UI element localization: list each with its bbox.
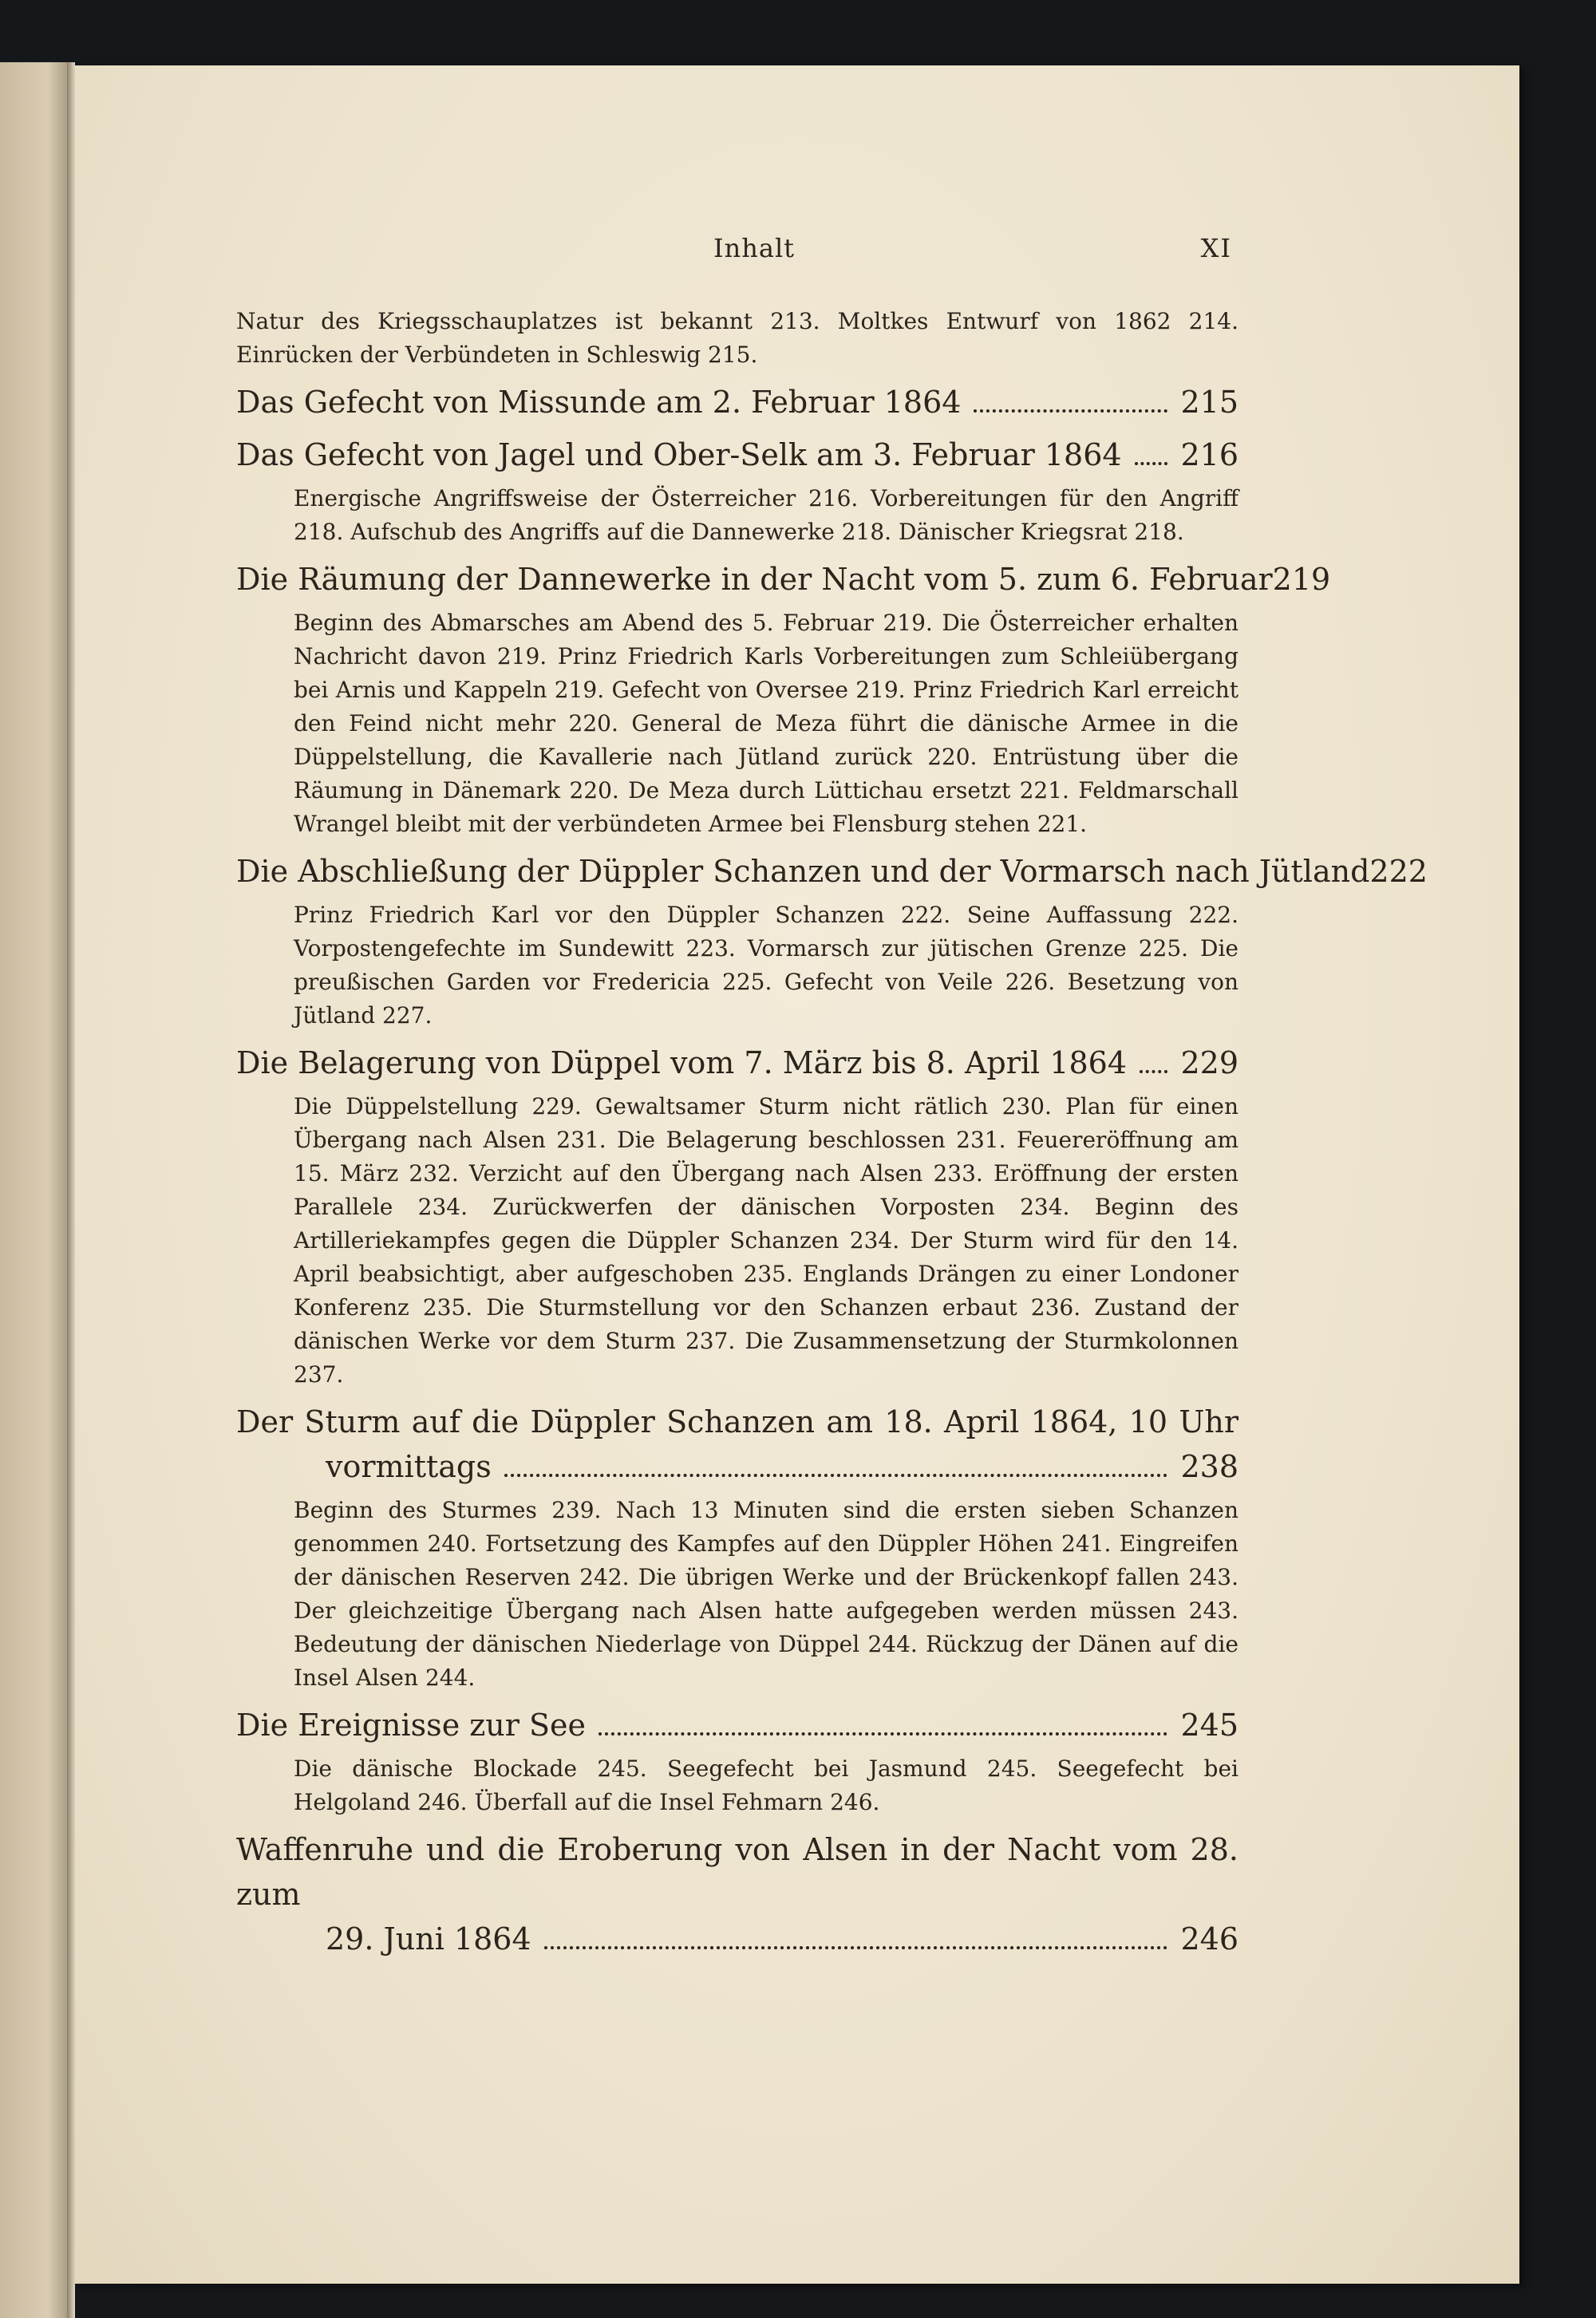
toc-summary: Beginn des Sturmes 239. Nach 13 Minuten sind die ersten sieben Schanzen genommen 240. Fortsetzung des Kampfes auf den Düppler Höhen 241. Eingreifen der dänischen Reserven 242. Die übrigen Werke und der Brückenkopf fallen 243. Der gleichzeitige Übergang nach Alsen hatte aufgegeben werden müssen 243. Bedeutung der dänischen Niederlage von Düppel 244. Rückzug der Dänen auf die Insel Alsen 244. [294,1497,1238,1691]
toc-summary: Beginn des Abmarsches am Abend des 5. Februar 219. Die Österreicher erhalten Nachricht davon 219. Prinz Friedrich Karls Vorbereitungen zum Schleiübergang bei Arnis und Kappeln 219. Gefecht von Oversee 219. Prinz Friedrich Karl erreicht den Feind nicht mehr 220. General de Meza führt die dänische Armee in die Düppelstellung, die Kavallerie nach Jütland zurück 220. Entrüstung über die Räumung in Dänemark 220. De Meza durch Lüttichau ersetzt 221. Feldmarschall Wrangel bleibt mit der verbündeten Armee bei Flensburg stehen 221. [294,610,1238,837]
dot-leader [598,1732,1167,1736]
chapter-title-continued [236,1917,1238,1961]
dot-leader [1140,1070,1167,1073]
dot-leader [504,1474,1168,1477]
chapter-page: 216 [1180,437,1238,472]
chapter-title: Die Belagerung von Düppel vom 7. März bis 8. April 1864 [236,1045,1127,1080]
dot-leader [974,409,1167,413]
chapter-title-continued [236,1444,1238,1489]
book-gutter [67,62,75,2318]
chapter-page: 245 [1180,1708,1238,1743]
chapter-title-line2: 29. Juni 1864 [326,1921,531,1957]
chapter-page: 246 [1180,1921,1238,1957]
toc-summary: Die Düppelstellung 229. Gewaltsamer Sturm nicht rätlich 230. Plan für einen Übergang nach Alsen 231. Die Belagerung beschlossen 231. Feuereröffnung am 15. März 232. Verzicht auf den Übergang nach Alsen 233. Eröffnung der ersten Parallele 234. Zurückwerfen der dänischen Vorposten 234. Beginn des Artilleriekampfes gegen die Düppler Schanzen 234. Der Sturm wird für den 14. April beabsichtigt, aber aufgeschoben 235. Englands Drängen zu einer Londoner Konferenz 235. Die Sturmstellung vor den Schanzen erbaut 236. Zustand der dänischen Werke vor dem Sturm 237. Die Zusammensetzung der Sturmkolonnen 237. [294,1093,1238,1388]
dot-leader [544,1946,1168,1949]
chapter-title: Die Abschließung der Düppler Schanzen und der Vormarsch nach Jütland [236,854,1370,889]
page-number: XI [1200,233,1232,263]
chapter-page: 215 [1180,385,1238,420]
dot-leader [1135,462,1168,465]
toc-chapter [236,849,1428,894]
chapter-title: Die Räumung der Dannewerke in der Nacht vom 5. zum 6. Februar [236,562,1273,597]
chapter-title: Das Gefecht von Jagel und Ober-Selk am 3. Februar 1864 [236,437,1122,472]
toc-summary: Energische Angriffsweise der Österreicher 216. Vorbereitungen für den Angriff 218. Aufschub des Angriffs auf die Dannewerke 218. Dänischer Kriegsrat 218. [294,485,1238,545]
chapter-title: Die Ereignisse zur See [236,1708,587,1743]
chapter-page: 222 [1369,854,1428,889]
chapter-title: Das Gefecht von Missunde am 2. Februar 1864 [236,385,962,420]
toc-chapter [236,1703,1238,1747]
left-page-edge [0,62,69,2318]
chapter-page: 219 [1272,562,1331,597]
chapter-page: 238 [1180,1449,1238,1484]
book-page [75,65,1519,2284]
chapter-title-line2: vormittags [326,1449,492,1484]
toc-chapter [236,557,1331,602]
toc-chapter [236,1041,1238,1085]
toc-summary: Die dänische Blockade 245. Seegefecht bei Jasmund 245. Seegefecht bei Helgoland 246. Überfall auf die Insel Fehmarn 246. [294,1755,1238,1815]
chapter-title: Waffenruhe und die Eroberung von Alsen in der Nacht vom 28. zum [236,1832,1238,1912]
toc-summary: Natur des Kriegsschauplatzes ist bekannt 213. Moltkes Entwurf von 1862 214. Einrücken der Verbündeten in Schleswig 215. [236,308,1238,368]
chapter-page: 229 [1180,1045,1238,1080]
page-header [75,233,1519,273]
toc-summary: Prinz Friedrich Karl vor den Düppler Schanzen 222. Seine Auffassung 222. Vorpostengefechte im Sundewitt 223. Vormarsch zur jütischen Grenze 225. Die preußischen Garden vor Fredericia 225. Gefecht von Veile 226. Besetzung von Jütland 227. [294,902,1238,1029]
table-of-contents [236,305,1428,1966]
chapter-title: Der Sturm auf die Düppler Schanzen am 18. April 1864, 10 Uhr [236,1404,1238,1439]
toc-chapter [236,1827,1238,1961]
toc-chapter [236,380,1238,425]
running-title: Inhalt [713,233,796,263]
toc-chapter [236,432,1238,477]
toc-chapter [236,1400,1238,1489]
